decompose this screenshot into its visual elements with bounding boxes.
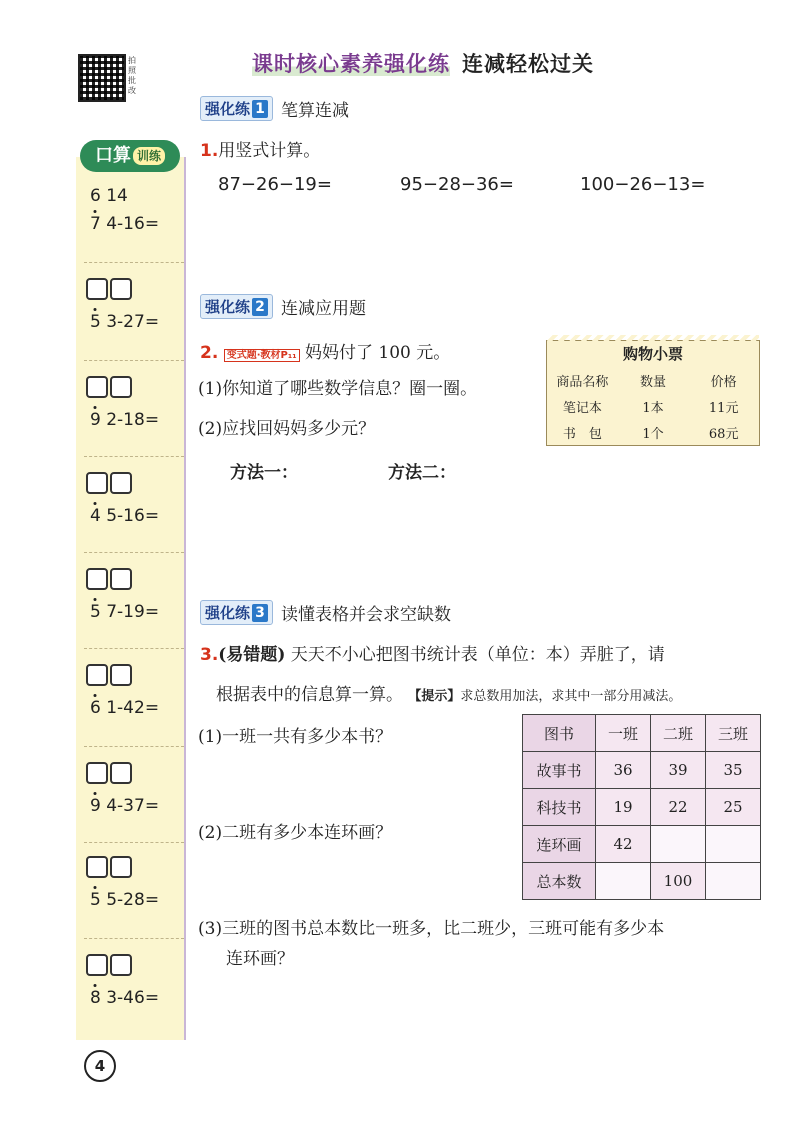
hint-text: 求总数用加法，求其中一部分用减法。 [460,689,682,704]
receipt-row: 笔记本 1本 11元 [562,401,739,416]
sidebar-divider [84,360,184,361]
sidebar-item-2-expr [90,312,159,332]
answer-boxes[interactable] [86,664,134,688]
answer-boxes[interactable] [86,278,134,302]
sidebar-item-6-expr [90,698,159,718]
table-row: 连环画 42 [523,826,761,863]
question-3-sub3: (3)三班的图书总本数比一班多，比二班少，三班可能有多少本 [198,919,665,939]
qr-label: 拍照批改 [128,56,136,95]
sidebar-item-8-expr [90,890,159,910]
answer-boxes[interactable] [86,762,134,786]
section-3-header [200,600,451,625]
answer-boxes[interactable] [86,472,134,496]
table-row: 故事书 36 39 35 [523,752,761,789]
title-sub: 连减轻松过关 [462,52,594,76]
expr-rest: 4-37= [100,796,160,816]
dot-digit: 5 [90,602,101,622]
sidebar-divider [84,552,184,553]
dot-digit: 4 [90,506,101,526]
method-2-label: 方法二： [388,463,456,483]
expr-rest: 3-27= [100,312,160,332]
expr-rest: 3-46= [100,988,160,1008]
expr-3: 100−26−13= [580,174,706,195]
dot-digit: 9 [90,410,101,430]
hint-label: 【提示】 [408,689,461,704]
sidebar-item-5-expr [90,602,159,622]
sidebar-divider [84,746,184,747]
section-title: 连减应用题 [281,299,367,319]
variant-badge: 变式题·教材P₁₁ [224,349,300,362]
table-row: 总本数 100 [523,863,761,900]
page-title [252,48,594,78]
question-3-sub2: (2)二班有多少本连环画？ [198,823,393,843]
section-1-header [200,96,349,121]
dot-digit: 7 [90,214,101,234]
sidebar-item-3-expr [90,410,159,430]
page-number: 4 [84,1050,116,1082]
expr-rest: 5-16= [100,506,160,526]
expr-rest: 4-16= [100,214,160,234]
sidebar-item-7-expr [90,796,159,816]
sidebar-item-4-expr [90,506,159,526]
receipt-row: 书 包 1个 68元 [562,427,739,442]
dot-digit: 5 [90,312,101,332]
expr-rest: 5-28= [100,890,160,910]
section-tag: 强化练 3 [200,600,273,625]
section-tag: 强化练 2 [200,294,273,319]
question-2: 2. 变式题·教材P₁₁ 妈妈付了 100 元。 [200,343,451,363]
question-1: 1.用竖式计算。 [200,141,321,161]
sidebar-divider [84,842,184,843]
question-3-sub1: (1)一班一共有多少本书？ [198,727,393,747]
question-2-sub1: (1)你知道了哪些数学信息？圈一圈。 [198,379,478,399]
badge-main: 口算 [94,145,131,166]
sidebar-divider [84,938,184,939]
expr-2: 95−28−36= [400,174,514,195]
expr-rest: 1-42= [100,698,160,718]
sidebar-item-1-expr [90,214,159,234]
shopping-receipt [546,340,760,446]
expr-1: 87−26−19= [218,174,332,195]
table-header-row: 图书 一班 二班 三班 [523,715,761,752]
qr-code [78,54,126,102]
badge-small: 训练 [133,147,165,165]
oral-calc-badge [80,140,180,172]
table-row: 科技书 19 22 25 [523,789,761,826]
section-title: 读懂表格并会求空缺数 [281,605,452,625]
dot-digit: 8 [90,988,101,1008]
method-1-label: 方法一： [230,463,298,483]
sidebar-divider [84,648,184,649]
expr-rest: 7-19= [100,602,160,622]
question-3-line2: 根据表中的信息算一算。 【提示】求总数用加法，求其中一部分用减法。 [216,685,682,705]
sidebar-divider [84,456,184,457]
expr-rest: 2-18= [100,410,160,430]
receipt-title: 购物小票 [622,345,683,363]
answer-boxes[interactable] [86,376,134,400]
answer-boxes[interactable] [86,568,134,592]
question-3-sub3-line2: 连环画？ [226,949,294,969]
sidebar-divider [84,262,184,263]
sidebar-item-9-expr [90,988,159,1008]
answer-boxes[interactable] [86,856,134,880]
sidebar-item-1-top: 6 14 [90,186,128,206]
dot-digit: 9 [90,796,101,816]
title-highlight: 课时核心素养强化练 [252,52,450,76]
dot-digit: 5 [90,890,101,910]
section-2-header [200,294,366,319]
question-2-sub2: (2)应找回妈妈多少元？ [198,419,376,439]
book-stats-table [522,714,761,900]
receipt-header-row: 商品名称 数量 价格 [556,375,737,390]
dot-digit: 6 [90,698,101,718]
question-3: 3.(易错题) 天天不小心把图书统计表（单位：本）弄脏了，请 [200,645,665,665]
section-title: 笔算连减 [281,101,350,121]
section-tag: 强化练 1 [200,96,273,121]
answer-boxes[interactable] [86,954,134,978]
